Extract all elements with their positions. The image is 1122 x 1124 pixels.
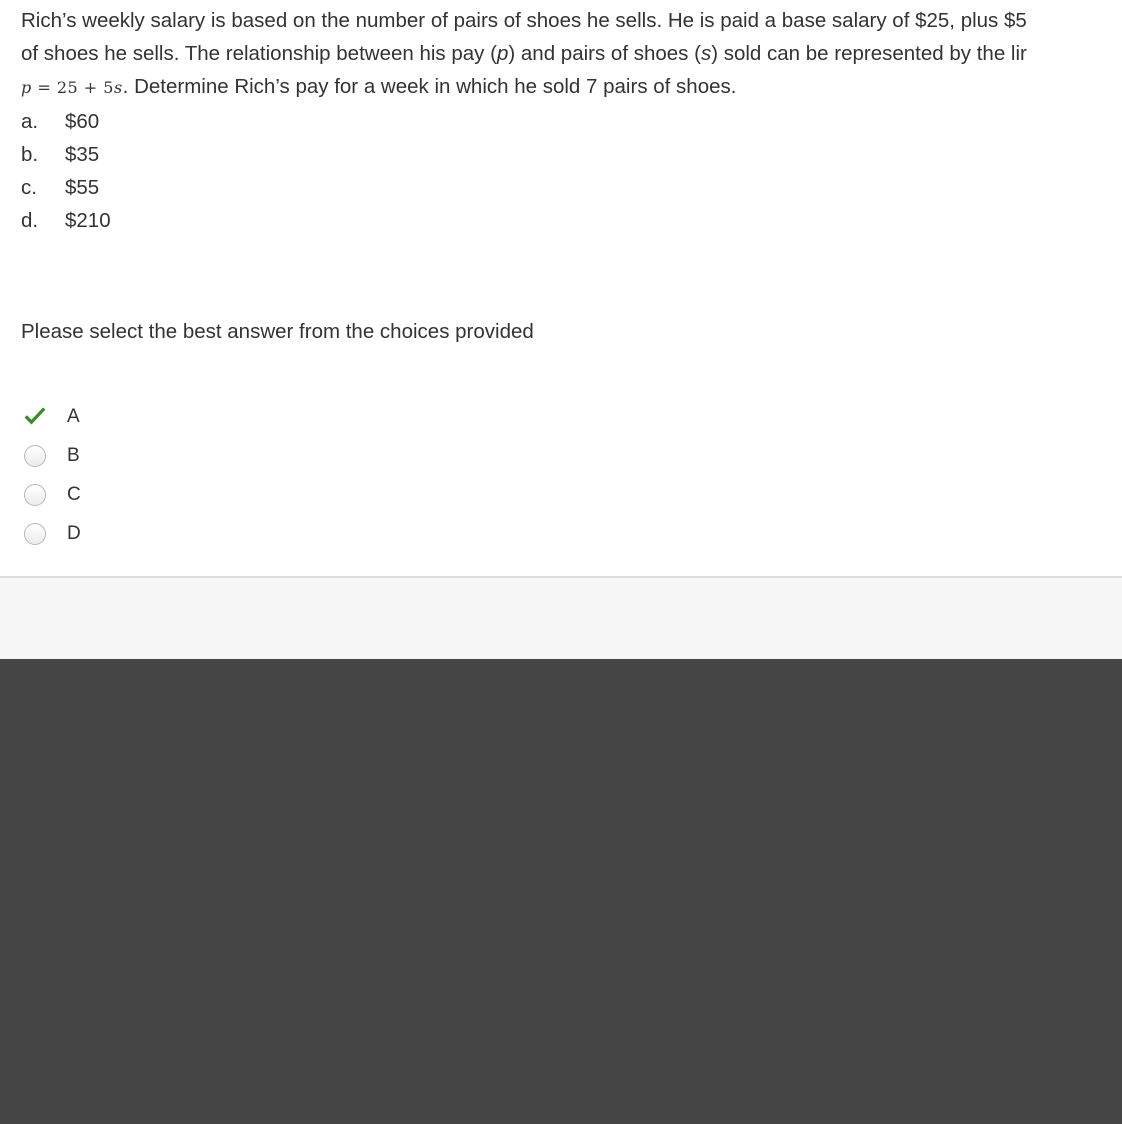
choice-letter: c. xyxy=(21,176,37,199)
option-d[interactable] xyxy=(22,514,81,553)
formula xyxy=(21,78,123,97)
question-line-2-part-a: of shoes he sells. The relationship between his pay ( xyxy=(21,42,497,65)
radio-wrapper xyxy=(22,482,48,508)
choice-a xyxy=(21,105,111,138)
choice-c xyxy=(21,171,111,204)
formula-lhs: p xyxy=(21,78,32,97)
radio-button[interactable] xyxy=(24,523,46,545)
option-label: A xyxy=(67,405,80,427)
choice-b xyxy=(21,138,111,171)
choice-letter: d. xyxy=(21,209,39,232)
variable-p: p xyxy=(496,42,509,65)
dark-background-area xyxy=(0,659,1122,1124)
option-label: C xyxy=(67,483,81,505)
choice-text: $210 xyxy=(65,209,111,232)
choice-letter: a. xyxy=(21,110,39,133)
check-icon[interactable] xyxy=(22,404,48,430)
option-label: B xyxy=(67,444,80,466)
option-a[interactable] xyxy=(22,397,81,436)
radio-wrapper xyxy=(22,443,48,469)
choice-text: $55 xyxy=(65,176,100,199)
footer-bar xyxy=(0,576,1122,659)
option-c[interactable] xyxy=(22,475,81,514)
choice-d xyxy=(21,204,111,237)
check-icon-graphic xyxy=(23,407,47,427)
question-line-1: Rich’s weekly salary is based on the number of pairs of shoes he sells. He is paid a base salary of $25, plus $5 xyxy=(21,9,1027,32)
question-line-2-part-b: ) and pairs of shoes ( xyxy=(508,42,701,65)
question-line-2-part-c: ) sold can be represented by the lir xyxy=(711,42,1027,65)
option-label: D xyxy=(67,522,81,544)
radio-button[interactable] xyxy=(24,445,46,467)
choice-text: $35 xyxy=(65,143,100,166)
question-line-3 xyxy=(21,70,1122,103)
answer-choices-list xyxy=(21,105,111,237)
question-line-2 xyxy=(21,37,1122,70)
question-line-3-text: . Determine Rich’s pay for a week in which he sold 7 pairs of shoes. xyxy=(122,75,737,98)
radio-button[interactable] xyxy=(24,484,46,506)
choice-letter: b. xyxy=(21,143,39,166)
variable-s: s xyxy=(700,42,712,65)
choice-text: $60 xyxy=(65,110,100,133)
instruction-prompt: Please select the best answer from the choices provided xyxy=(21,320,534,343)
formula-rhs-var: s xyxy=(113,78,123,97)
answer-options xyxy=(22,397,81,553)
option-b[interactable] xyxy=(22,436,81,475)
question-text xyxy=(21,4,1122,103)
radio-wrapper xyxy=(22,521,48,547)
formula-eq: = 25 + 5 xyxy=(31,78,114,97)
